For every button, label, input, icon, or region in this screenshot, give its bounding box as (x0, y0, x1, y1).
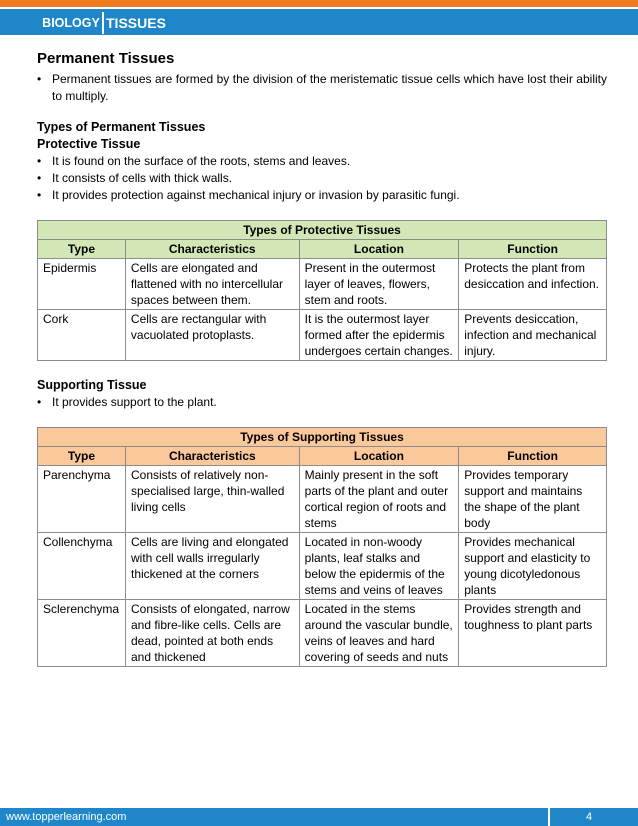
page-content (37, 50, 607, 667)
bullet-icon: • (37, 72, 42, 86)
table-cell: Protects the plant from desiccation and infection. (459, 259, 607, 310)
column-header: Function (459, 447, 607, 466)
footer-url[interactable]: www.topperlearning.com (6, 811, 127, 823)
table-caption: Types of Supporting Tissues (38, 428, 607, 447)
table-cell: Cells are living and elongated with cell walls irregularly thickened at the corners (125, 533, 299, 600)
intro-list (37, 71, 607, 105)
table-cell: Cells are rectangular with vacuolated protoplasts. (125, 310, 299, 361)
list-item: • It provides protection against mechanical injury or invasion by parasitic fungi. (37, 188, 460, 202)
table-cell: Collenchyma (38, 533, 126, 600)
footer-divider (548, 808, 550, 826)
bullet-icon: • (37, 395, 42, 409)
column-header: Characteristics (125, 447, 299, 466)
supporting-table (37, 427, 607, 667)
list-item: • It is found on the surface of the roots, stems and leaves. (37, 154, 351, 168)
supporting-list (37, 394, 607, 411)
section-title: Permanent Tissues (37, 50, 175, 67)
table-row (38, 600, 607, 667)
table-cell: Parenchyma (38, 466, 126, 533)
table-cell: Located in the stems around the vascular bundle, veins of leaves and hard covering of seeds and nuts (299, 600, 459, 667)
column-header: Location (299, 447, 459, 466)
bullet-icon: • (37, 188, 42, 202)
bullet-icon: • (37, 171, 42, 185)
column-header: Function (459, 240, 607, 259)
column-header: Characteristics (125, 240, 299, 259)
table-cell: It is the outermost layer formed after the epidermis undergoes certain changes. (299, 310, 459, 361)
table-cell: Cells are elongated and flattened with no intercellular spaces between them. (125, 259, 299, 310)
table-cell: Cork (38, 310, 126, 361)
protective-table (37, 220, 607, 361)
page-number: 4 (586, 811, 593, 823)
table-cell: Consists of relatively non-specialised large, thin-walled living cells (125, 466, 299, 533)
table-cell: Consists of elongated, narrow and fibre-like cells. Cells are dead, pointed at both ends and thickened (125, 600, 299, 667)
table-row (38, 310, 607, 361)
column-header: Type (38, 240, 126, 259)
column-header: Type (38, 447, 126, 466)
protective-heading: Protective Tissue (37, 137, 141, 151)
list-item: • It consists of cells with thick walls. (37, 171, 233, 185)
table-cell: Mainly present in the soft parts of the plant and outer cortical region of roots and stems (299, 466, 459, 533)
list-item: • It provides support to the plant. (37, 395, 217, 409)
table-cell: Provides temporary support and maintains the shape of the plant body (459, 466, 607, 533)
supporting-heading: Supporting Tissue (37, 378, 147, 392)
table-row (38, 533, 607, 600)
list-item: • Permanent tissues are formed by the division of the meristematic tissue cells which have lost their ability to multiply. (37, 72, 607, 103)
table-cell: Epidermis (38, 259, 126, 310)
table-cell: Located in non-woody plants, leaf stalks and below the epidermis of the stems and veins of leaves (299, 533, 459, 600)
table-row (38, 259, 607, 310)
table-cell: Sclerenchyma (38, 600, 126, 667)
table-cell: Present in the outermost layer of leaves, flowers, stem and roots. (299, 259, 459, 310)
top-accent-bar (0, 0, 638, 7)
table-cell: Provides mechanical support and elasticity to young dicotyledonous plants (459, 533, 607, 600)
column-header: Location (299, 240, 459, 259)
table-row (38, 466, 607, 533)
types-heading: Types of Permanent Tissues (37, 120, 206, 134)
header-topic: TISSUES (106, 15, 166, 31)
header-subject: BIOLOGY (40, 12, 104, 34)
table-cell: Provides strength and toughness to plant parts (459, 600, 607, 667)
bullet-icon: • (37, 154, 42, 168)
table-cell: Prevents desiccation, infection and mechanical injury. (459, 310, 607, 361)
protective-list (37, 153, 607, 204)
table-caption: Types of Protective Tissues (38, 221, 607, 240)
